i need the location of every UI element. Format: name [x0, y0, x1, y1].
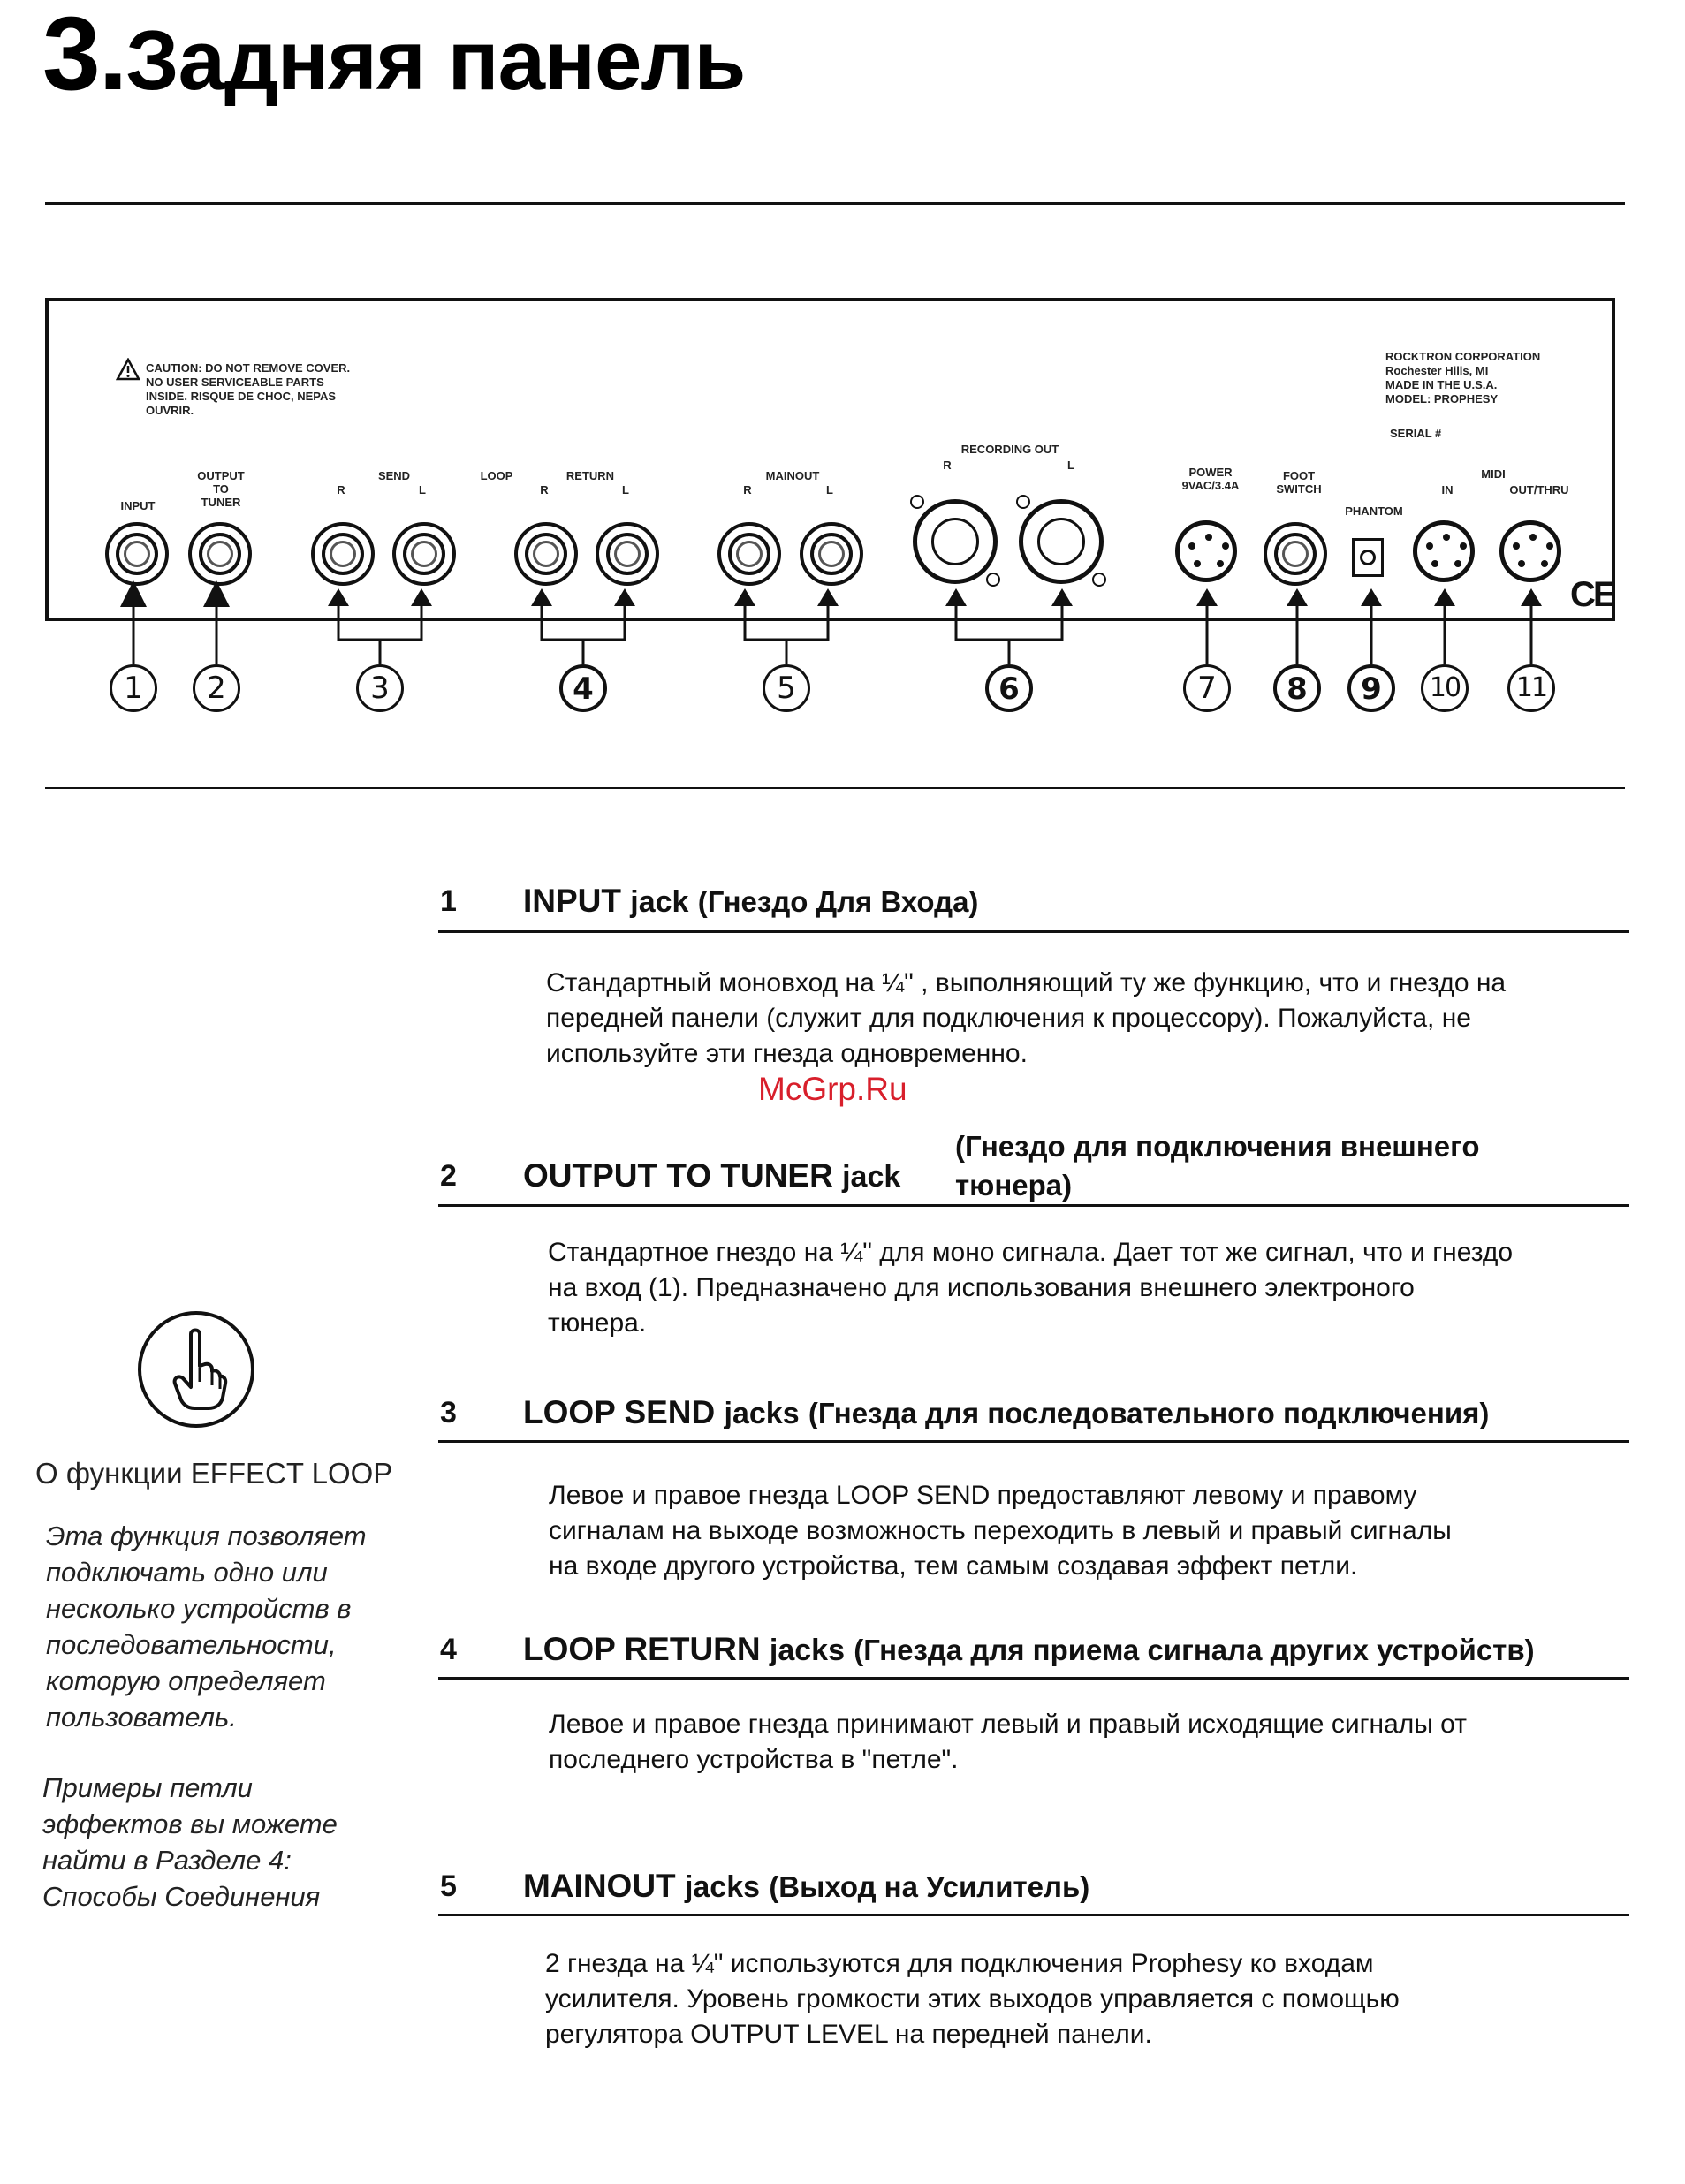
callout-7: 7 [1183, 664, 1231, 712]
section-number: 4 [440, 1633, 457, 1666]
callout-8: 8 [1273, 664, 1321, 712]
section-heading: MAINOUT jacks (Выход на Усилитель) [523, 1868, 1090, 1904]
label-loop: LOOP [480, 469, 513, 482]
section-rule [438, 1440, 1629, 1443]
label-midi-in: IN [1441, 483, 1454, 497]
section-number: 1 [440, 884, 457, 918]
callout-9: 9 [1347, 664, 1395, 712]
watermark: McGrp.Ru [758, 1071, 907, 1107]
sidebar-paragraph: Эта функция позволяет подключать одно или несколько устройств в последовательности, которую определяет пользователь. [46, 1520, 367, 1733]
label-return: RETURN [565, 469, 615, 482]
phantom-connector [1352, 538, 1384, 577]
callout-2: 2 [193, 664, 240, 712]
midi-out-connector [1499, 520, 1561, 582]
serial-label: SERIAL # [1390, 427, 1442, 440]
label-recording-r: R [943, 459, 952, 472]
rear-panel-diagram [45, 298, 1615, 621]
label-output-to-tuner: OUTPUT TO TUNER [197, 469, 245, 509]
label-send-r: R [337, 483, 345, 497]
label-power: POWER 9VAC/3.4A [1181, 466, 1240, 492]
callout-10: 10 [1421, 664, 1469, 712]
label-return-r: R [540, 483, 549, 497]
label-mainout-r: R [743, 483, 752, 497]
section-body: Стандартное гнездо на ¼" для моно сигнала. Дает тот же сигнал, что и гнездо на вход (1). Предназначено для использования внешнего электроного тюнера. [548, 1238, 1514, 1338]
section-heading: LOOP SEND jacks (Гнезда для последовательного подключения) [523, 1394, 1490, 1430]
label-phantom: PHANTOM [1345, 504, 1403, 518]
section-heading: LOOP RETURN jacks (Гнезда для приема сигнала других устройств) [523, 1631, 1535, 1667]
section-body: Стандартный моновход на ¼" , выполняющий ту же функцию, что и гнездо на передней панели (служит для подключения к процессору). Пожалуйста, не используйте эти гнезда одновременно. [546, 968, 1507, 1068]
callout-1: 1 [110, 664, 157, 712]
section-body: Левое и правое гнезда принимают левый и правый исходящие сигналы от последнего устройства в "петле". [549, 1710, 1467, 1774]
section-rule [438, 1204, 1629, 1207]
mid-rule [45, 787, 1625, 789]
callout-arrows [0, 574, 1685, 680]
label-recording-out: RECORDING OUT [960, 443, 1059, 456]
label-recording-l: L [1067, 459, 1074, 472]
section-body: Левое и правое гнезда LOOP SEND предоставляют левому и правому сигналам на выходе возможность переходить в левый и правый сигналы на входе другого устройства, тем самым создавая эффект петли. [549, 1481, 1452, 1581]
label-send: SEND [377, 469, 411, 482]
sidebar-paragraph: Примеры петли эффектов вы можете найти в Разделе 4: Способы Соединения [42, 1772, 338, 1912]
page-title: 3.Задняя панель [42, 0, 746, 112]
power-connector [1175, 520, 1237, 582]
sidebar-heading: О функции EFFECT LOOP [35, 1457, 393, 1490]
label-mainout-l: L [826, 483, 833, 497]
callout-5: 5 [763, 664, 810, 712]
section-body: 2 гнезда на ¼" используются для подключения Prophesy ко входам усилителя. Уровень громкости этих выходов управляется с помощью регулятора OUTPUT LEVEL на передней панели. [545, 1949, 1400, 2049]
label-input: INPUT [120, 499, 156, 512]
section-heading: INPUT jack (Гнездо Для Входа) [523, 883, 979, 919]
section-heading-ru: (Гнездо для подключения внешнего тюнера) [955, 1130, 1480, 1202]
recording-out-l-xlr [1019, 499, 1104, 584]
section-rule [438, 930, 1629, 933]
callout-11: 11 [1507, 664, 1555, 712]
section-number: 5 [440, 1869, 457, 1903]
callout-3: 3 [356, 664, 404, 712]
label-midi-out: OUT/THRU [1509, 483, 1569, 497]
callout-6: 6 [985, 664, 1033, 712]
callout-4: 4 [559, 664, 607, 712]
midi-in-connector [1413, 520, 1475, 582]
caution-text: CAUTION: DO NOT REMOVE COVER. NO USER SERVICEABLE PARTS INSIDE. RISQUE DE CHOC, NEPAS OUVRIR. [146, 361, 351, 417]
ce-mark: CE [1570, 575, 1614, 614]
label-mainout: MAINOUT [765, 469, 820, 482]
label-return-l: L [622, 483, 629, 497]
label-midi: MIDI [1481, 467, 1506, 481]
section-rule [438, 1914, 1629, 1916]
warning-icon [116, 358, 140, 381]
recording-out-r-xlr [913, 499, 998, 584]
label-foot-switch: FOOT SWITCH [1276, 469, 1322, 496]
top-rule [45, 202, 1625, 205]
label-send-l: L [419, 483, 426, 497]
section-rule [438, 1677, 1629, 1680]
section-number: 3 [440, 1396, 457, 1429]
section-number: 2 [440, 1159, 457, 1193]
section-heading: OUTPUT TO TUNER jack [523, 1157, 901, 1194]
manufacturer-text: ROCKTRON CORPORATION Rochester Hills, MI MADE IN THE U.S.A. MODEL: PROPHESY [1385, 350, 1541, 406]
pointing-hand-icon [136, 1309, 256, 1429]
